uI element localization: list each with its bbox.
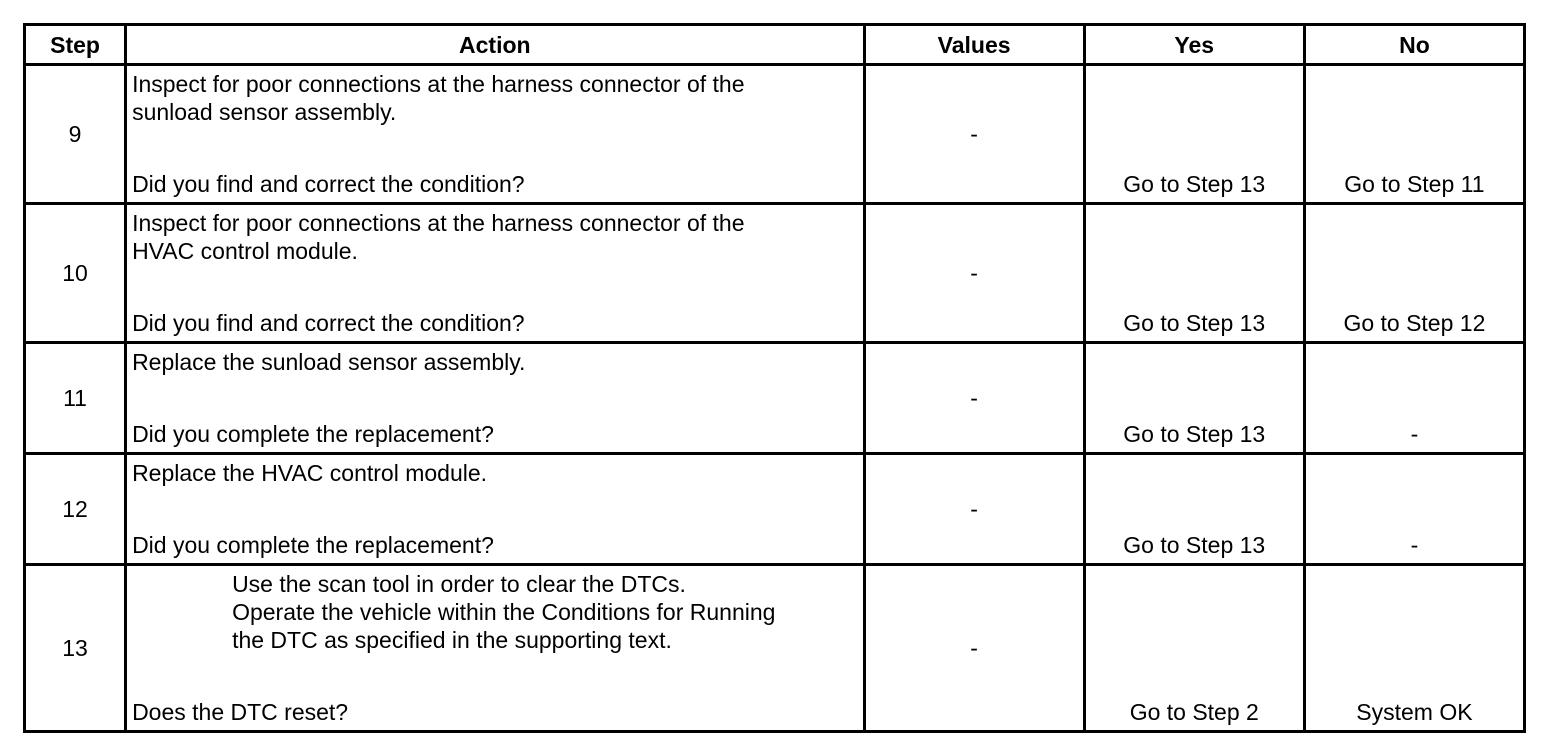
action-instruction: the DTC as specified in the supporting text. — [232, 627, 672, 653]
action-instruction: Operate the vehicle within the Conditions for Running — [232, 599, 776, 625]
table-row — [25, 65, 1525, 204]
action-cell — [126, 343, 864, 454]
yes-cell: Go to Step 13 — [1084, 343, 1304, 454]
yes-cell: Go to Step 13 — [1084, 454, 1304, 565]
no-cell: Go to Step 12 — [1304, 204, 1524, 343]
yes-cell: Go to Step 13 — [1084, 65, 1304, 204]
action-question: Did you complete the replacement? — [132, 532, 494, 558]
values-cell: - — [864, 204, 1084, 343]
action-instruction: sunload sensor assembly. — [132, 99, 397, 125]
action-instruction: Inspect for poor connections at the harness connector of the — [132, 71, 745, 97]
values-cell: - — [864, 65, 1084, 204]
diagnostic-table — [23, 23, 1526, 733]
action-cell — [126, 204, 864, 343]
table-row — [25, 343, 1525, 454]
action-question: Did you find and correct the condition? — [132, 310, 525, 336]
header-step: Step — [25, 25, 126, 65]
yes-cell: Go to Step 13 — [1084, 204, 1304, 343]
action-instruction: Use the scan tool in order to clear the DTCs. — [232, 571, 686, 597]
step-number: 10 — [25, 204, 126, 343]
values-cell: - — [864, 454, 1084, 565]
action-question: Does the DTC reset? — [132, 699, 349, 725]
action-question: Did you find and correct the condition? — [132, 171, 525, 197]
table-row — [25, 454, 1525, 565]
no-cell: - — [1304, 454, 1524, 565]
action-cell — [126, 65, 864, 204]
step-number: 13 — [25, 565, 126, 732]
action-cell — [126, 454, 864, 565]
action-instruction: HVAC control module. — [132, 238, 358, 264]
action-instruction: Inspect for poor connections at the harness connector of the — [132, 210, 745, 236]
step-number: 9 — [25, 65, 126, 204]
header-no: No — [1304, 25, 1524, 65]
header-yes: Yes — [1084, 25, 1304, 65]
header-row — [25, 25, 1525, 65]
table-row — [25, 565, 1525, 732]
no-cell: System OK — [1304, 565, 1524, 732]
action-question: Did you complete the replacement? — [132, 421, 494, 447]
action-instruction: Replace the sunload sensor assembly. — [132, 349, 526, 375]
action-cell — [126, 565, 864, 732]
yes-cell: Go to Step 2 — [1084, 565, 1304, 732]
no-cell: - — [1304, 343, 1524, 454]
values-cell: - — [864, 343, 1084, 454]
values-cell: - — [864, 565, 1084, 732]
action-instruction: Replace the HVAC control module. — [132, 460, 488, 486]
table-row — [25, 204, 1525, 343]
header-action: Action — [126, 25, 864, 65]
header-values: Values — [864, 25, 1084, 65]
step-number: 11 — [25, 343, 126, 454]
no-cell: Go to Step 11 — [1304, 65, 1524, 204]
step-number: 12 — [25, 454, 126, 565]
